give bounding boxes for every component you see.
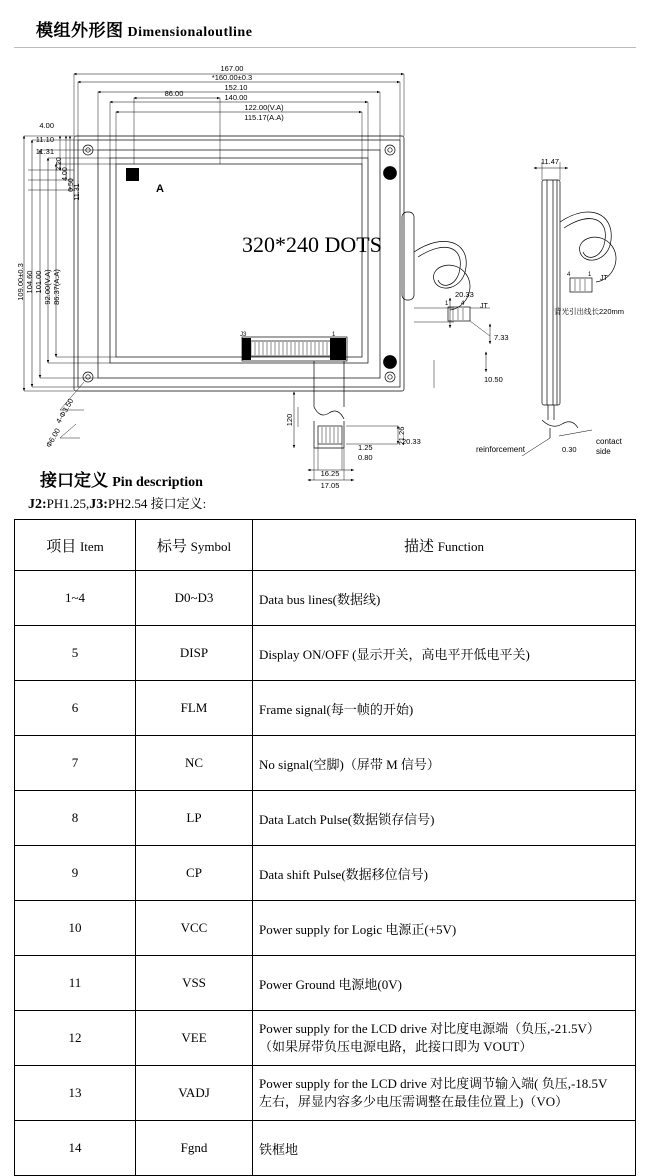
svg-text:1: 1 (445, 301, 449, 307)
svg-text:122.00(V.A): 122.00(V.A) (244, 103, 284, 112)
cell-function: Power Ground 电源地(0V) (253, 956, 636, 1011)
svg-text:4: 4 (567, 272, 571, 278)
svg-text:20.33: 20.33 (402, 437, 421, 446)
svg-text:120: 120 (285, 413, 294, 427)
table-row (15, 1121, 636, 1176)
cell-item: 9 (15, 846, 136, 901)
cell-symbol: LP (136, 791, 253, 846)
svg-text:7.33: 7.33 (494, 333, 509, 342)
svg-text:92.00(V.A): 92.00(V.A) (43, 269, 52, 305)
cell-function: Data shift Pulse(数据移位信号) (253, 846, 636, 901)
cell-function: No signal(空脚)（屏带 M 信号） (253, 736, 636, 791)
column-header-function (253, 520, 636, 571)
svg-text:0.80: 0.80 (358, 453, 373, 462)
svg-text:152.10: 152.10 (224, 83, 248, 92)
section-title-pin-en: Pin description (112, 475, 203, 490)
svg-text:1: 1 (588, 272, 592, 278)
pin-subtitle-j2-value: PH1.25, (46, 496, 90, 511)
table-row (15, 736, 636, 791)
svg-text:101.00: 101.00 (34, 270, 43, 294)
svg-text:2.20: 2.20 (56, 157, 63, 171)
cell-function: Data bus lines(数据线) (253, 571, 636, 626)
svg-text:115.17(A.A): 115.17(A.A) (244, 113, 284, 122)
svg-text:104.60: 104.60 (25, 270, 34, 294)
divider-rule (14, 47, 636, 48)
svg-text:A: A (156, 183, 164, 195)
svg-text:11.31: 11.31 (35, 147, 54, 156)
svg-text:0.30: 0.30 (562, 445, 577, 454)
svg-text:4.00: 4.00 (39, 121, 54, 130)
cell-symbol: Fgnd (136, 1121, 253, 1176)
svg-text:20.33: 20.33 (455, 290, 474, 299)
cell-symbol: VSS (136, 956, 253, 1011)
cell-item: 10 (15, 901, 136, 956)
cell-symbol: VADJ (136, 1066, 253, 1121)
svg-text:1: 1 (332, 332, 336, 338)
column-header-symbol (136, 520, 253, 571)
cell-symbol: NC (136, 736, 253, 791)
cell-symbol: D0~D3 (136, 571, 253, 626)
svg-text:JT: JT (480, 303, 488, 310)
cell-item: 6 (15, 681, 136, 736)
column-header-item-cn: 项目 (46, 538, 77, 555)
section-title-outline (36, 16, 636, 41)
cell-item: 11 (15, 956, 136, 1011)
cell-item: 8 (15, 791, 136, 846)
svg-text:背光引出线长220mm: 背光引出线长220mm (554, 307, 625, 316)
svg-text:4-Φ3.50: 4-Φ3.50 (53, 396, 76, 425)
cell-function-line2: （如果屏带负压电源电路，此接口即为 VOUT） (259, 1039, 533, 1054)
pin-subtitle-j3: J3: (89, 497, 108, 512)
cell-symbol: CP (136, 846, 253, 901)
svg-text:6.50: 6.50 (68, 178, 75, 192)
cell-function-line1: Power supply for the LCD drive 对比度电源端（负压,-21.5V） (259, 1021, 600, 1037)
cell-item: 7 (15, 736, 136, 791)
cell-item: 5 (15, 626, 136, 681)
svg-text:10.50: 10.50 (484, 375, 503, 384)
table-row (15, 571, 636, 626)
column-header-symbol-cn: 标号 (156, 538, 187, 555)
table-row (15, 791, 636, 846)
svg-text:side: side (596, 447, 611, 456)
table-row (15, 956, 636, 1011)
svg-text:J3: J3 (240, 332, 247, 338)
document-page (0, 16, 650, 1173)
cell-function: Frame signal(每一帧的开始) (253, 681, 636, 736)
cell-symbol: FLM (136, 681, 253, 736)
svg-text:4.00: 4.00 (62, 167, 69, 181)
cell-item: 12 (15, 1011, 136, 1066)
svg-text:contact: contact (596, 437, 622, 446)
cell-function: Display ON/OFF (显示开关，高电平开低电平关) (253, 626, 636, 681)
column-header-item (15, 520, 136, 571)
svg-text:17.05: 17.05 (320, 481, 340, 490)
table-row (15, 626, 636, 681)
pin-subtitle-j3-value: PH2.54 接口定义: (107, 496, 207, 511)
svg-text:11.47: 11.47 (540, 157, 560, 166)
svg-text:11.31: 11.31 (74, 183, 81, 201)
table-row (15, 1066, 636, 1121)
table-row (15, 846, 636, 901)
column-header-function-en: Function (437, 538, 484, 554)
svg-text:21.26: 21.26 (397, 426, 406, 446)
svg-text:109.00±0.3: 109.00±0.3 (16, 263, 25, 301)
cell-item: 1~4 (15, 571, 136, 626)
cell-symbol: DISP (136, 626, 253, 681)
cell-function (253, 1066, 636, 1121)
cell-item: 14 (15, 1121, 136, 1176)
cell-function (253, 1011, 636, 1066)
pin-subtitle-j2: J2: (28, 497, 47, 512)
cell-symbol: VCC (136, 901, 253, 956)
svg-text:11.10: 11.10 (35, 135, 54, 144)
svg-text:320*240 DOTS: 320*240 DOTS (242, 232, 382, 257)
column-header-symbol-en: Symbol (190, 538, 232, 554)
table-row (15, 1011, 636, 1066)
cell-function: Power supply for Logic 电源正(+5V) (253, 901, 636, 956)
column-header-item-en: Item (79, 538, 104, 554)
section-title-pin-cn: 接口定义 (40, 471, 108, 490)
svg-text:4: 4 (461, 301, 465, 307)
column-header-function-cn: 描述 (404, 538, 435, 555)
cell-function-line1: Power supply for the LCD drive 对比度调节输入端( 负压,-18.5V (259, 1076, 608, 1092)
svg-text:JT: JT (600, 275, 608, 282)
svg-text:86.37(A.A): 86.37(A.A) (52, 269, 61, 305)
svg-text:*160.00±0.3: *160.00±0.3 (211, 73, 253, 82)
table-row (15, 681, 636, 736)
svg-text:167.00: 167.00 (220, 64, 244, 73)
svg-text:86.00: 86.00 (164, 89, 184, 98)
table-header-row (15, 520, 636, 571)
cell-function-line2: 左右，屏显内容多少电压需调整在最佳位置上)（VO） (259, 1094, 569, 1109)
section-title-outline-en: Dimensionaloutline (127, 25, 253, 40)
cell-function: Data Latch Pulse(数据锁存信号) (253, 791, 636, 846)
svg-text:reinforcement: reinforcement (476, 445, 525, 454)
cell-symbol: VEE (136, 1011, 253, 1066)
svg-text:140.00: 140.00 (224, 93, 248, 102)
pin-subtitle (28, 493, 636, 513)
svg-text:16.25: 16.25 (320, 469, 340, 478)
cell-function: 铁框地 (253, 1121, 636, 1176)
svg-text:Φ6.00: Φ6.00 (43, 426, 63, 449)
section-title-outline-cn: 模组外形图 (36, 21, 124, 40)
pin-description-table (14, 519, 636, 1176)
svg-text:1.25: 1.25 (358, 443, 373, 452)
table-row (15, 901, 636, 956)
cell-item: 13 (15, 1066, 136, 1121)
